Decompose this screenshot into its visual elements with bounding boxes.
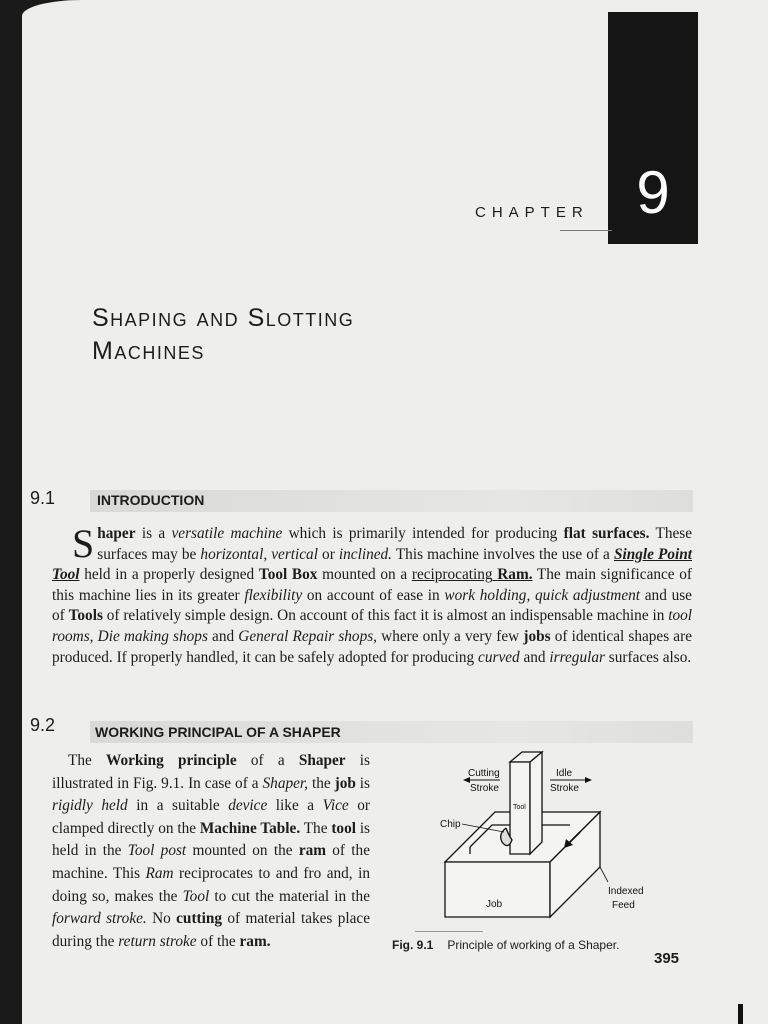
page-number: 395 <box>654 950 680 967</box>
section-heading-working-principal: WORKING PRINCIPAL OF A SHAPER <box>95 724 341 740</box>
term-forward-stroke: forward stroke. <box>52 910 147 928</box>
text: The main significance of this machine lies in its greater <box>52 566 693 604</box>
term-return-stroke: return stroke <box>118 932 197 950</box>
text: is a <box>135 525 172 542</box>
term-single-point-tool: Single Point Tool <box>52 545 692 584</box>
text: or <box>317 545 339 563</box>
figure-rule <box>415 931 483 932</box>
section-number-9-2: 9.2 <box>30 715 56 735</box>
term-ram: Ram. <box>497 566 533 584</box>
label-feed: Feed <box>612 900 635 911</box>
chapter-number: 9 <box>636 159 670 226</box>
label-tool: Tool <box>513 804 526 811</box>
text: of relatively simple design. On account of this fact it is almost an indispensable machine in <box>102 607 669 625</box>
term-job: job <box>334 774 356 792</box>
term-irregular: irregular <box>549 648 605 666</box>
text: is <box>355 774 371 792</box>
chapter-title <box>92 302 354 368</box>
term-inclined: inclined. <box>338 545 393 563</box>
text: of identical shapes are produced. If properly handled, it can be safely adopted for producing <box>52 627 692 666</box>
text: the <box>307 774 335 792</box>
term-jobs: jobs <box>523 627 551 645</box>
section-heading-introduction: INTRODUCTION <box>97 492 205 508</box>
term-rigidly-held: rigidly held <box>52 797 128 815</box>
text: No <box>146 910 177 928</box>
term-tools: Tools <box>68 607 103 625</box>
term-curved: curved <box>478 648 520 666</box>
term-vice: Vice <box>322 797 349 815</box>
label-indexed: Indexed <box>608 886 644 897</box>
label-idle: Idle <box>556 768 573 779</box>
term-flexibility: flexibility <box>244 586 303 604</box>
term-ram: ram. <box>239 932 271 950</box>
text: where only a very few <box>377 627 524 645</box>
term-tool: tool <box>331 819 356 837</box>
indexed-feed-leader <box>600 867 608 882</box>
idle-arrowhead <box>585 777 592 783</box>
figure-caption <box>392 938 619 952</box>
text: mounted on a <box>317 566 412 584</box>
label-cutting-stroke: Stroke <box>470 783 499 794</box>
term-shaper: Shaper <box>298 752 346 769</box>
text: of a <box>236 752 299 769</box>
term-flat-surfaces: flat surfaces. <box>563 525 650 542</box>
term-shaper: haper <box>97 525 136 542</box>
term-ram: Ram <box>145 864 174 882</box>
text: and use of <box>52 586 692 625</box>
working-principle-paragraph <box>52 750 370 953</box>
text: to cut the material in the <box>209 887 370 905</box>
text: of the <box>196 932 240 950</box>
text: of the machine. This <box>52 842 370 882</box>
term-ram: ram <box>298 842 326 860</box>
term-general-repair-shops: General Repair shops, <box>238 627 378 645</box>
text: mounted on the <box>186 842 299 860</box>
text: and <box>207 627 239 645</box>
term-machine-table: Machine Table. <box>199 819 301 837</box>
label-idle-stroke: Stroke <box>550 783 579 794</box>
label-job: Job <box>486 899 503 910</box>
chapter-label: CHAPTER <box>475 204 589 221</box>
text: This machine involves the use of a <box>392 545 614 563</box>
text: is held in the <box>52 819 371 860</box>
text: like a <box>267 797 323 815</box>
chapter-title-line-1: Shaping and Slotting <box>92 304 355 332</box>
label-chip: Chip <box>440 819 461 830</box>
term-working-principle: Working principle <box>106 752 237 769</box>
figure-number: Fig. 9.1 <box>392 938 434 952</box>
term-reciprocating: reciprocating <box>411 566 493 584</box>
section-number-9-1: 9.1 <box>30 488 56 508</box>
term-tool-box: Tool Box <box>258 566 318 584</box>
text: and <box>519 648 550 666</box>
tool-side-face <box>530 752 542 854</box>
figure-caption-text: Principle of working of a Shaper. <box>447 938 620 952</box>
term-device: device <box>228 797 268 815</box>
text: These surfaces may be <box>97 525 692 563</box>
term-work-holding: work holding, quick adjustment <box>444 586 641 604</box>
text: on account of ease in <box>302 586 445 604</box>
chapter-rule <box>560 230 612 231</box>
text: surfaces also. <box>604 648 692 666</box>
term-tool-rooms: tool rooms, Die making shops <box>52 607 692 645</box>
term-tool: Tool <box>182 887 210 905</box>
term-shaper: Shaper, <box>262 774 308 792</box>
drop-cap: S <box>72 521 95 566</box>
term-tool-post: Tool post <box>127 842 187 860</box>
text: or clamped directly on the <box>52 797 371 837</box>
introduction-paragraph <box>52 521 693 668</box>
text: The <box>300 819 332 837</box>
text: reciprocates to and fro and, in doing so, makes the <box>52 864 370 905</box>
text: in a suitable <box>127 797 229 815</box>
term-cutting: cutting <box>176 910 223 928</box>
term-horizontal-vertical: horizontal, vertical <box>200 545 318 563</box>
term-versatile-machine: versatile machine <box>171 525 283 542</box>
text: held in a properly designed <box>79 566 259 584</box>
text: of material takes place during the <box>52 910 370 950</box>
text: which is primarily intended for producing <box>282 525 564 542</box>
page-corner-shadow <box>738 1004 743 1024</box>
chapter-title-line-2: Machines <box>92 337 205 365</box>
shaper-principle-diagram <box>430 742 660 937</box>
text: The <box>68 752 106 769</box>
text: is illustrated in Fig. 9.1. In case of a <box>52 752 370 792</box>
label-cutting: Cutting <box>468 768 500 779</box>
